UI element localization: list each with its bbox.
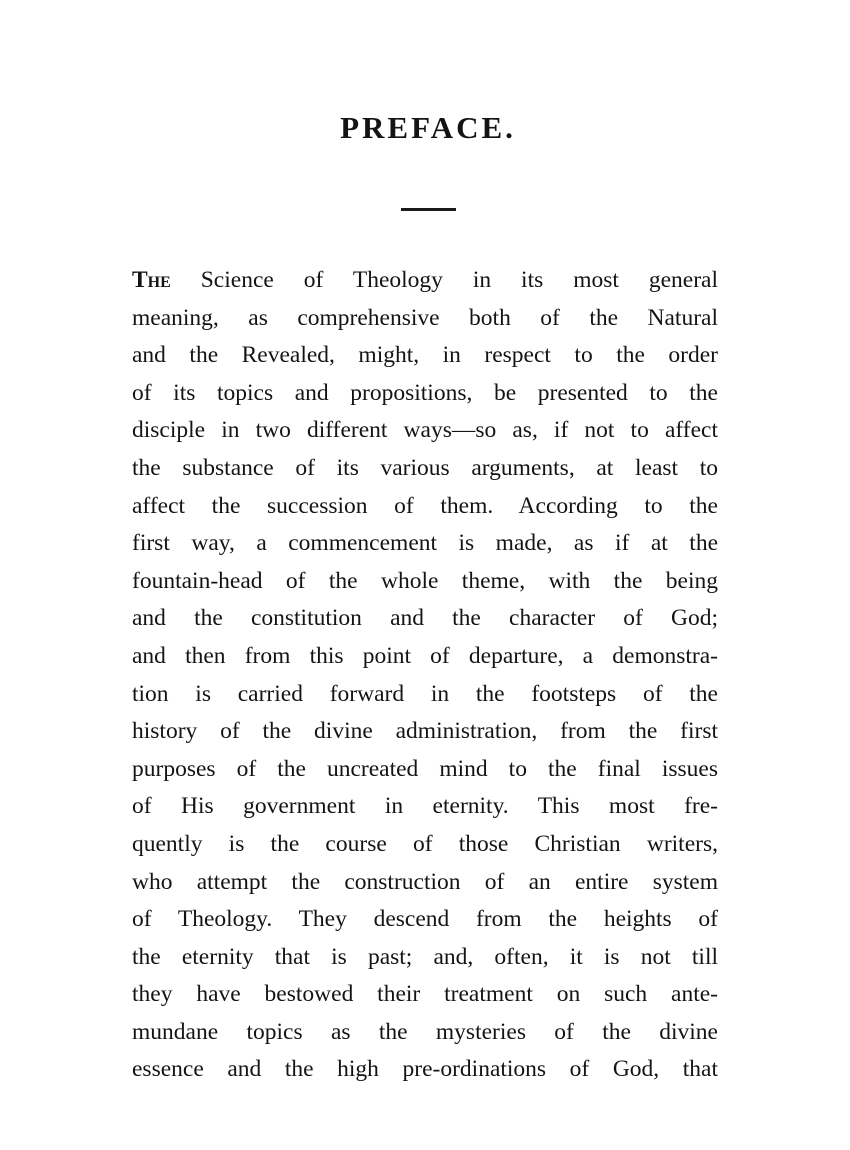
text-line: quently is the course of those Christian writers, [132, 830, 718, 857]
text-line: the eternity that is past; and, often, it is not till [132, 943, 718, 970]
text-line: disciple in two different ways—so as, if not to affect [132, 417, 718, 444]
text-line: and then from this point of departure, a demonstra- [132, 642, 718, 669]
text-line-rest: Science of Theology in its most general [170, 267, 718, 293]
text-line: of Theology. They descend from the heights of [132, 906, 718, 933]
text-line: they have bestowed their treatment on such ante- [132, 981, 718, 1008]
text-line: affect the succession of them. According to the [132, 492, 718, 519]
text-line: who attempt the construction of an entire system [132, 868, 718, 895]
title-divider [401, 208, 456, 211]
text-line: fountain-head of the whole theme, with the being [132, 567, 718, 594]
text-line: the substance of its various arguments, at least to [132, 454, 718, 481]
text-line: history of the divine administration, from the first [132, 718, 718, 745]
text-line: and the Revealed, might, in respect to the order [132, 342, 718, 369]
text-line: first way, a commencement is made, as if at the [132, 530, 718, 557]
text-line: essence and the high pre-ordinations of God, that [132, 1056, 718, 1083]
text-line: mundane topics as the mysteries of the divine [132, 1018, 718, 1045]
text-line: tion is carried forward in the footsteps of the [132, 680, 718, 707]
text-line: purposes of the uncreated mind to the final issues [132, 755, 718, 782]
page-title: PREFACE. [340, 110, 516, 145]
text-line: of its topics and propositions, be presented to the [132, 379, 718, 406]
text-line: meaning, as comprehensive both of the Natural [132, 304, 718, 331]
preface-paragraph [132, 262, 718, 1089]
text-line: of His government in eternity. This most fre- [132, 793, 718, 820]
text-line: and the constitution and the character of God; [132, 605, 718, 632]
text-line [132, 262, 718, 300]
opening-word: The [132, 267, 171, 293]
